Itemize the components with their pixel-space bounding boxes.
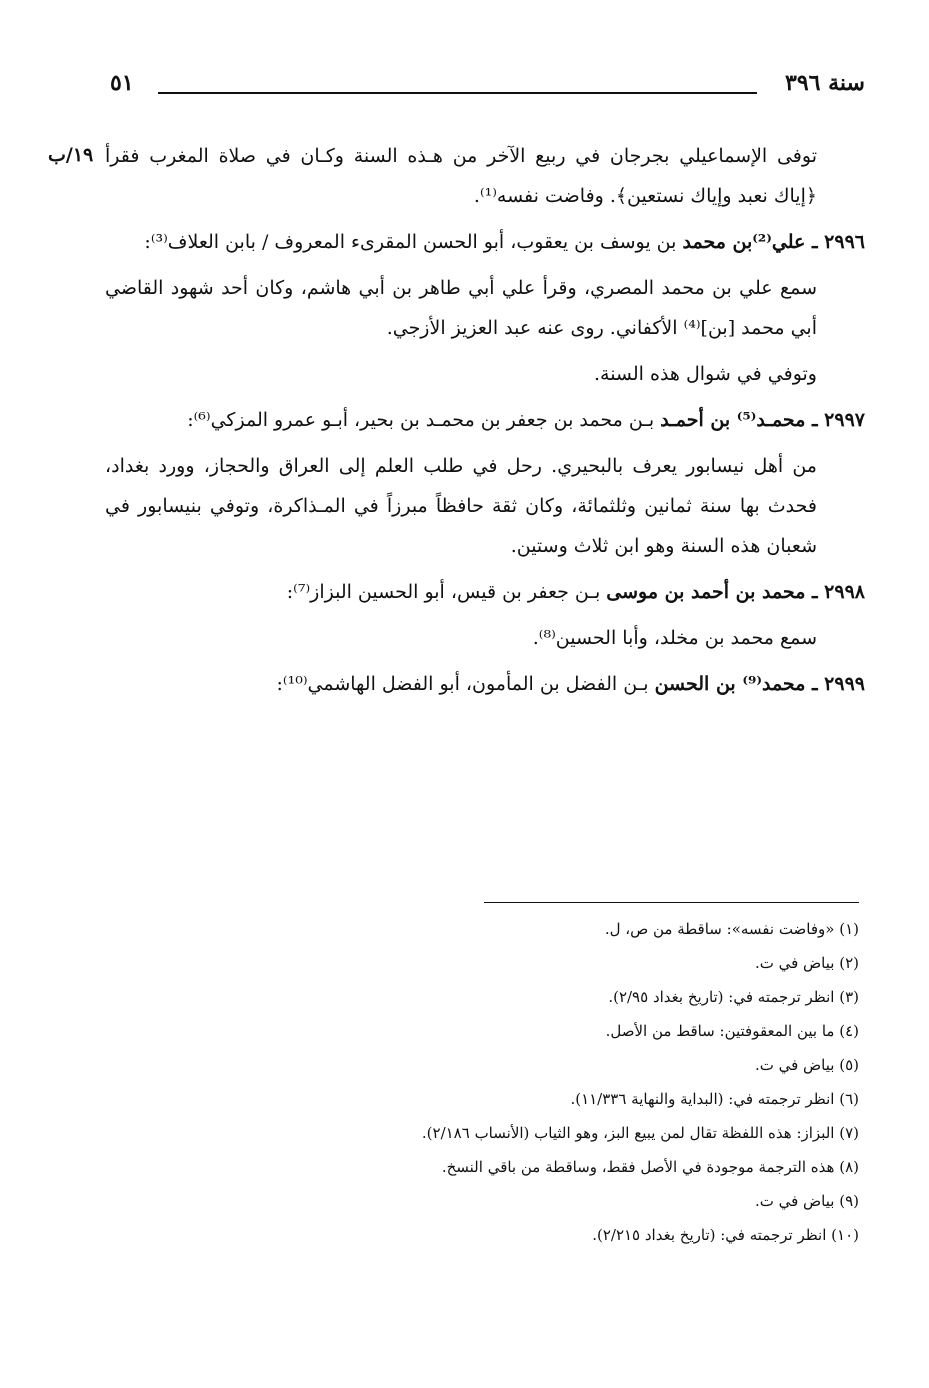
header-year: سنة ٣٩٦ bbox=[785, 70, 865, 96]
entry-2999-number: ٢٩٩٩ ـ محمد⁽⁹⁾ بن الحسن bbox=[654, 673, 865, 695]
footnote-10: (١٠) انظر ترجمته في: (تاريخ بغداد ٢/٢١٥). bbox=[592, 1226, 859, 1244]
entry-2997-heading bbox=[105, 400, 865, 440]
entry-2996-heading bbox=[105, 222, 865, 262]
entry-2999-name: بـن الفضل بن المأمون، أبو الفضل الهاشمي⁽¹⁰⁾: bbox=[276, 673, 655, 695]
footnote-2: (٢) بياض في ت. bbox=[754, 954, 859, 972]
footnote-4: (٤) ما بين المعقوفتين: ساقط من الأصل. bbox=[605, 1022, 859, 1040]
paragraph-1 bbox=[105, 136, 865, 216]
margin-folio-note: ١٩/ب bbox=[48, 144, 94, 166]
entry-2996-name: بن يوسف بن يعقوب، أبو الحسن المقرىء المعروف / بابن العلاف⁽³⁾: bbox=[144, 231, 683, 253]
main-text bbox=[50, 136, 865, 710]
footnotes-separator bbox=[484, 902, 859, 903]
footnote-7: (٧) البزاز: هذه اللفظة تقال لمن يبيع البز، وهو الثياب (الأنساب ٢/١٨٦). bbox=[421, 1124, 859, 1142]
entry-2998-text: سمع محمد بن مخلد، وأبا الحسين⁽⁸⁾. bbox=[532, 627, 817, 649]
entry-2998-heading bbox=[105, 572, 865, 612]
footnote-9: (٩) بياض في ت. bbox=[754, 1192, 859, 1210]
running-header bbox=[110, 70, 865, 106]
footnotes bbox=[99, 912, 859, 1252]
footnote-8: (٨) هذه الترجمة موجودة في الأصل فقط، وساقطة من باقي النسخ. bbox=[441, 1158, 859, 1176]
entry-2996-death: وتوفي في شوال هذه السنة. bbox=[593, 363, 817, 385]
paragraph-1-line2: المغرب فقرأ ﴿إياك نعبد وإياك نستعين﴾. وفاضت نفسه⁽¹⁾. bbox=[105, 145, 817, 207]
entry-2997-text: من أهل نيسابور يعرف بالبحيري. رحل في طلب العلم إلى العراق والحجاز، وورد بغداد، فحدث بها سنة ثمانين وثلثمائة، وكان ثقة حافظاً مبرزاً في المـذاكرة، وتوفي بنيسابور في شعبان هذه السنة وهو ابن ثلاث وستين. bbox=[105, 455, 817, 557]
entry-2997-number: ٢٩٩٧ ـ محمـد⁽⁵⁾ بن أحمـد bbox=[660, 409, 865, 431]
paragraph-1-line1: توفى الإسماعيلي بجرجان في ربيع الآخر من هـذه السنة وكـان في صلاة bbox=[218, 145, 817, 167]
page-number: ٥١ bbox=[110, 70, 134, 96]
entry-2996-text: سمع علي بن محمد المصري، وقرأ علي أبي طاهر بن أبي هاشم، وكان أحد شهود القاضي أبي محمد [بن]⁽⁴⁾ الأكفاني. روى عنه عبد العزيز الأزجي. bbox=[105, 277, 817, 339]
entry-2999-heading bbox=[105, 664, 865, 704]
footnote-1: (١) «وفاضت نفسه»: ساقطة من ص، ل. bbox=[604, 920, 859, 938]
footnote-5: (٥) بياض في ت. bbox=[754, 1056, 859, 1074]
footnote-3: (٣) انظر ترجمته في: (تاريخ بغداد ٢/٩٥). bbox=[608, 988, 859, 1006]
entry-2997-name: بـن محمد بن جعفر بن محمـد بن بحير، أبـو عمرو المزكي⁽⁶⁾: bbox=[187, 409, 661, 431]
entry-2998-name: بـن جعفر بن قيس، أبو الحسين البزاز⁽⁷⁾: bbox=[286, 581, 607, 603]
entry-2996-number: ٢٩٩٦ ـ علي⁽²⁾بن محمد bbox=[682, 231, 865, 253]
entry-2998-number: ٢٩٩٨ ـ محمد بن أحمد بن موسى bbox=[606, 581, 865, 603]
header-rule bbox=[158, 92, 757, 94]
footnote-6: (٦) انظر ترجمته في: (البداية والنهاية ١١/٣٣٦). bbox=[570, 1090, 859, 1108]
